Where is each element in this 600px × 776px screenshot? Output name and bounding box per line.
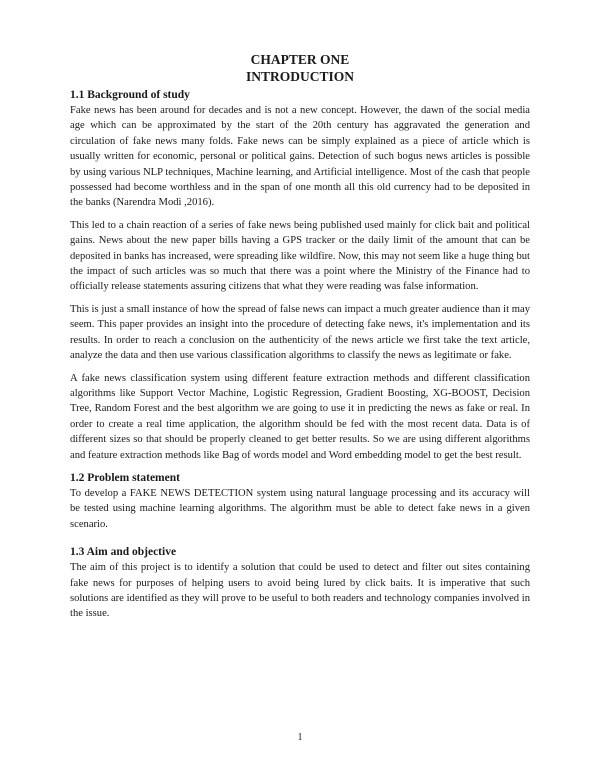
paragraph: Fake news has been around for decades and is not a new concept. However, the dawn of the social media age which can be approximated by the start of the 20th century has aggravated the generation and circulation of fake news many folds. Fake news can be simply explained as a piece of article which is usually written for economic, personal or political gains. Detection of such bogus news articles is possible by using various NLP techniques, Machine learning, and Artificial intelligence. Most of the cash that people possessed had become worthless and in the span of one month all this old currency had to be deposited in the banks (Narendra Modi ,2016).: [70, 105, 530, 209]
paragraph: A fake news classification system using different feature extraction methods and different classification algorithms like Support Vector Machine, Logistic Regression, Gradient Boosting, XG-BOOST, Decision Tree, Random Forest and the best algorithm we are going to use it in predicting the news as fake or real. In order to create a real time application, the algorithm should be fed with the most recent data. Data is of different sizes so that should be properly cleaned to get better results. So we are using different algorithms and feature extraction methods like Bag of words model and Word embedding model to get the best result.: [70, 372, 530, 461]
chapter-number: CHAPTER ONE: [250, 52, 350, 67]
section-heading-background: 1.1 Background of study: [70, 89, 190, 101]
section-heading-problem: 1.2 Problem statement: [70, 471, 180, 484]
document-page: [70, 0, 530, 776]
chapter-title: INTRODUCTION: [245, 69, 354, 84]
paragraph: To develop a FAKE NEWS DETECTION system using natural language processing and its accuracy will be tested using machine learning algorithms. The algorithm must be able to detect fake news in a given scenario.: [70, 487, 530, 530]
paragraph: The aim of this project is to identify a solution that could be used to detect and filter out sites containing fake news for purposes of helping users to avoid being lured by click baits. It is imperative that such solutions are identified as they will prove to be useful to both readers and technology companies involved in the issue.: [70, 562, 530, 620]
paragraph: This led to a chain reaction of a series of fake news being published used mainly for click bait and political gains. News about the new paper bills having a GPS tracker or the daily limit of the amount that can be deposited in banks has increased, were spreading like wildfire. Now, this may not seem like a huge thing but the impact of such articles was so much that there was a point where the Ministry of the Finance had to officially release statements assuring citizens that what they were reading was false information.: [70, 219, 530, 293]
paragraph: This is just a small instance of how the spread of false news can impact a much greater audience than it may seem. This paper provides an insight into the procedure of detecting fake news, it's implementation and its results. In order to reach a conclusion on the authenticity of the news article we first take the text article, analyze the data and then use various classification algorithms to classify the news as legitimate or fake.: [70, 303, 530, 362]
section-heading-aim: 1.3 Aim and objective: [70, 546, 177, 559]
page-number: 1: [297, 732, 303, 743]
